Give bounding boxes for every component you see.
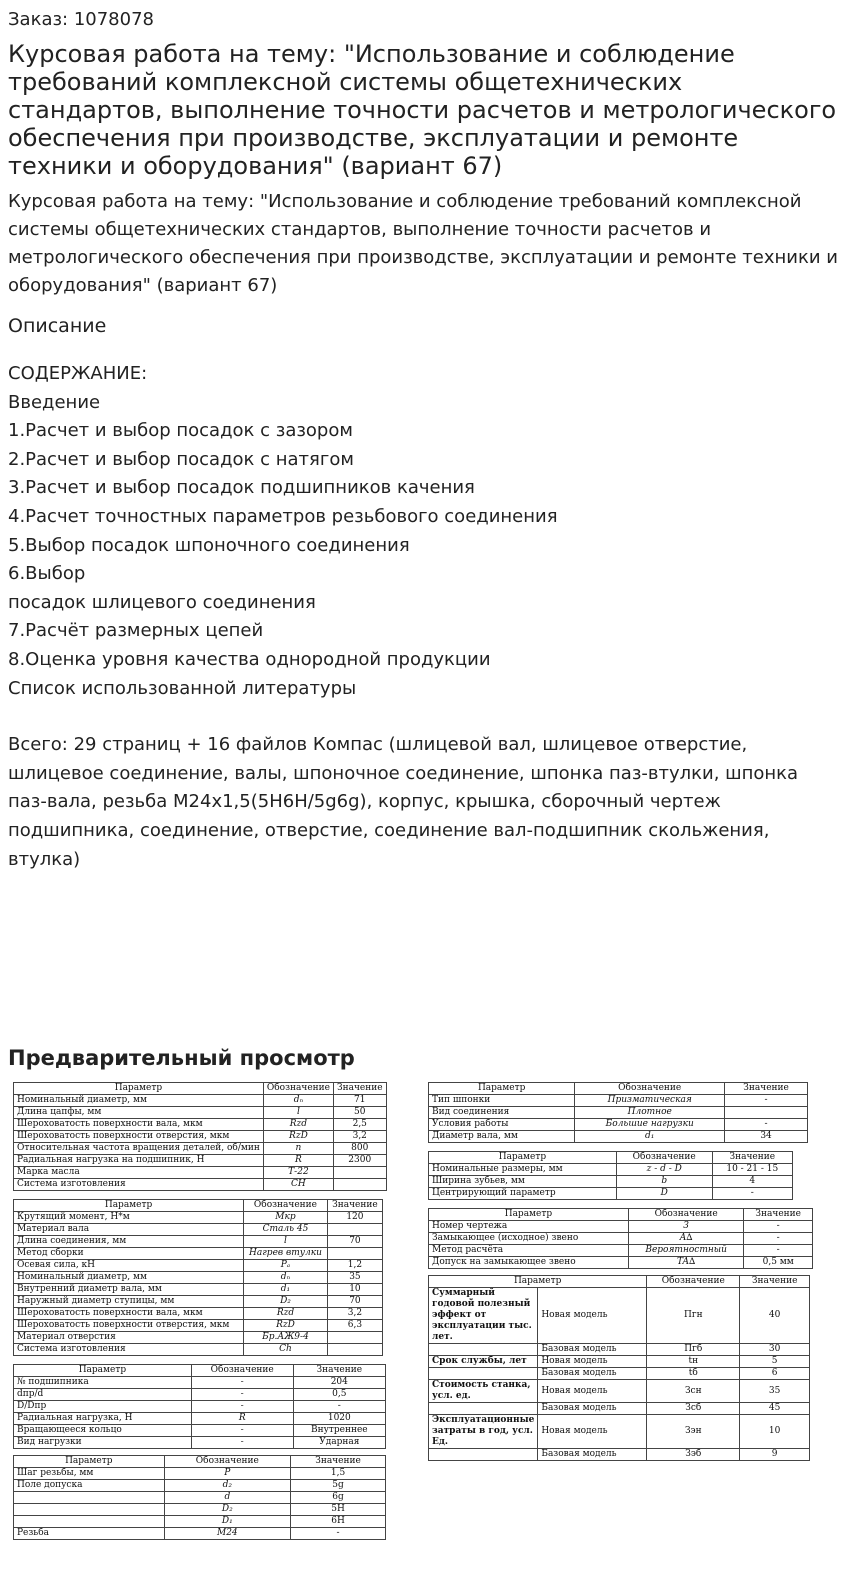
contents-item: Список использованной литературы: [8, 677, 357, 699]
table-header-row: [14, 1200, 383, 1212]
table-cell: 30: [740, 1344, 810, 1356]
table-cell: 9: [740, 1449, 810, 1461]
table-row: [429, 1107, 808, 1119]
table-row: [429, 1131, 808, 1143]
table-cell: [327, 1344, 382, 1356]
table-header-row: [429, 1276, 810, 1288]
table-row: [14, 1296, 383, 1308]
table-header-cell: Обозначение: [191, 1365, 293, 1377]
table-header-cell: Параметр: [14, 1456, 165, 1468]
table-row: [429, 1176, 793, 1188]
table-cell: -: [191, 1401, 293, 1413]
table-cell: [429, 1368, 538, 1380]
table-header-row: [14, 1083, 387, 1095]
table-cell: Тип шпонки: [429, 1095, 575, 1107]
table-header-cell: Параметр: [429, 1152, 617, 1164]
table-cell: Наружный диаметр ступицы, мм: [14, 1296, 244, 1308]
table-cell: Стоимость станка, усл. ед.: [429, 1380, 538, 1403]
table-cell: Призматическая: [575, 1095, 725, 1107]
table-cell: Rzd: [263, 1119, 333, 1131]
table-row: [14, 1425, 386, 1437]
table-cell: n: [263, 1143, 333, 1155]
table-row: [14, 1260, 383, 1272]
table-row: [14, 1143, 387, 1155]
table-row: [14, 1224, 383, 1236]
table-cell: 70: [327, 1296, 382, 1308]
table-cell: Ch: [244, 1344, 328, 1356]
table-cell: 1,2: [327, 1260, 382, 1272]
table-cell: 2,5: [333, 1119, 386, 1131]
table-row: [14, 1131, 387, 1143]
table-cell: [333, 1167, 386, 1179]
table-cell: Крутящий момент, Н*м: [14, 1212, 244, 1224]
contents-item: 5.Выбор посадок шпоночного соединения: [8, 534, 410, 556]
table-cell: 70: [327, 1236, 382, 1248]
table-row: [14, 1119, 387, 1131]
table-cell: Замыкающее (исходное) звено: [429, 1233, 629, 1245]
table-row: [429, 1233, 813, 1245]
order-number: Заказ: 1078078: [8, 9, 154, 30]
table-cell: Базовая модель: [538, 1449, 647, 1461]
table-cell: Номинальный диаметр, мм: [14, 1272, 244, 1284]
table-row: [14, 1212, 383, 1224]
table-cell: dₙ: [244, 1272, 328, 1284]
table-row: [429, 1403, 810, 1415]
contents-item: 1.Расчет и выбор посадок с зазором: [8, 420, 353, 442]
table-cell: D: [616, 1188, 712, 1200]
table-cell: A∆: [628, 1233, 744, 1245]
table-cell: Бр.АЖ9-4: [244, 1332, 328, 1344]
table-header-row: [429, 1152, 793, 1164]
table-header-cell: Параметр: [429, 1209, 629, 1221]
table-cell: z - d - D: [616, 1164, 712, 1176]
table-row: [14, 1248, 383, 1260]
table-cell: Базовая модель: [538, 1344, 647, 1356]
table-header-cell: Обозначение: [164, 1456, 291, 1468]
preview-table-key: [428, 1082, 808, 1143]
table-cell: 3,2: [327, 1308, 382, 1320]
table-cell: 45: [740, 1403, 810, 1415]
table-cell: Метод сборки: [14, 1248, 244, 1260]
preview-table-dimension-chain: [428, 1208, 813, 1269]
table-row: [429, 1368, 810, 1380]
table-header-cell: Обозначение: [263, 1083, 333, 1095]
table-cell: -: [191, 1437, 293, 1449]
table-header-cell: Значение: [740, 1276, 810, 1288]
table-cell: [327, 1224, 382, 1236]
table-cell: Внутренний диаметр вала, мм: [14, 1284, 244, 1296]
table-cell: Поле допуска: [14, 1480, 165, 1492]
table-header-cell: Значение: [327, 1200, 382, 1212]
table-header-cell: Обозначение: [575, 1083, 725, 1095]
table-cell: 3,2: [333, 1131, 386, 1143]
table-cell: 0,5 мм: [744, 1257, 813, 1269]
table-row: [14, 1284, 383, 1296]
table-cell: tб: [647, 1368, 740, 1380]
table-cell: 50: [333, 1107, 386, 1119]
table-cell: Новая модель: [538, 1356, 647, 1368]
table-cell: [429, 1403, 538, 1415]
contents-list: [8, 389, 839, 704]
table-cell: Длина цапфы, мм: [14, 1107, 264, 1119]
table-header-row: [14, 1365, 386, 1377]
table-cell: -: [291, 1528, 386, 1540]
table-header-cell: Обозначение: [244, 1200, 328, 1212]
table-cell: 5H: [291, 1504, 386, 1516]
table-header-cell: Значение: [712, 1152, 792, 1164]
table-cell: Зэн: [647, 1415, 740, 1449]
table-header-cell: Параметр: [14, 1365, 192, 1377]
table-row: [429, 1380, 810, 1403]
table-cell: Материал вала: [14, 1224, 244, 1236]
table-row: [14, 1401, 386, 1413]
preview-table-interference-fit: [13, 1199, 383, 1356]
preview-table-quality: [428, 1275, 810, 1461]
table-cell: l: [244, 1236, 328, 1248]
table-row: [14, 1389, 386, 1401]
table-cell: -: [293, 1401, 385, 1413]
table-cell: -: [712, 1188, 792, 1200]
table-cell: Центрирующий параметр: [429, 1188, 617, 1200]
table-cell: Эксплуатационные затраты в год, усл. Ед.: [429, 1415, 538, 1449]
table-cell: Шероховатость поверхности отверстия, мкм: [14, 1320, 244, 1332]
table-cell: Зэб: [647, 1449, 740, 1461]
table-cell: Срок службы, лет: [429, 1356, 538, 1368]
table-cell: № подшипника: [14, 1377, 192, 1389]
table-cell: Базовая модель: [538, 1403, 647, 1415]
table-cell: 6g: [291, 1492, 386, 1504]
table-row: [14, 1480, 386, 1492]
table-cell: 1,5: [291, 1468, 386, 1480]
table-cell: R: [191, 1413, 293, 1425]
table-cell: Относительная частота вращения деталей, об/мин: [14, 1143, 264, 1155]
table-header-cell: Обозначение: [616, 1152, 712, 1164]
table-cell: Rzd: [244, 1308, 328, 1320]
table-cell: 4: [712, 1176, 792, 1188]
table-cell: Метод расчёта: [429, 1245, 629, 1257]
table-cell: Длина соединения, мм: [14, 1236, 244, 1248]
table-cell: Номинальный диаметр, мм: [14, 1095, 264, 1107]
table-cell: 40: [740, 1288, 810, 1344]
table-row: [429, 1188, 793, 1200]
table-cell: Ширина зубьев, мм: [429, 1176, 617, 1188]
table-row: [14, 1179, 387, 1191]
table-row: [429, 1356, 810, 1368]
table-cell: 35: [327, 1272, 382, 1284]
total-summary: Всего: 29 страниц + 16 файлов Компас (шлицевой вал, шлицевое отверстие, шлицевое соединение, валы, шпоночное соединение, шпонка паз-втулки, шпонка паз-вала, резьба М24х1,5(5Н6Н/5g6g), корпус, крышка, сборочный чертеж подшипника, соединение, отверстие, соединение вал-подшипник скольжения, втулка): [8, 734, 799, 870]
table-cell: [14, 1504, 165, 1516]
table-cell: Т-22: [263, 1167, 333, 1179]
table-cell: [429, 1449, 538, 1461]
table-cell: [725, 1107, 808, 1119]
table-cell: Номер чертежа: [429, 1221, 629, 1233]
table-cell: 34: [725, 1131, 808, 1143]
table-cell: 35: [740, 1380, 810, 1403]
table-cell: Новая модель: [538, 1415, 647, 1449]
contents-item: Введение: [8, 391, 101, 413]
table-header-row: [14, 1456, 386, 1468]
table-cell: R: [263, 1155, 333, 1167]
table-cell: D₂: [164, 1504, 291, 1516]
table-cell: b: [616, 1176, 712, 1188]
table-header-cell: Параметр: [14, 1200, 244, 1212]
contents-item: 3.Расчет и выбор посадок подшипников качения: [8, 477, 475, 499]
contents-heading: СОДЕРЖАНИЕ:: [8, 363, 148, 384]
table-cell: Пгн: [647, 1288, 740, 1344]
table-cell: Зсн: [647, 1380, 740, 1403]
contents-item: 4.Расчет точностных параметров резьбового соединения: [8, 505, 558, 527]
table-cell: M24: [164, 1528, 291, 1540]
table-header-cell: Значение: [293, 1365, 385, 1377]
table-cell: -: [191, 1425, 293, 1437]
table-cell: tн: [647, 1356, 740, 1368]
table-cell: RzD: [244, 1320, 328, 1332]
table-row: [429, 1344, 810, 1356]
table-cell: [327, 1248, 382, 1260]
table-cell: d₁: [244, 1284, 328, 1296]
table-row: [14, 1468, 386, 1480]
table-cell: 1020: [293, 1413, 385, 1425]
table-cell: 800: [333, 1143, 386, 1155]
table-cell: 0,5: [293, 1389, 385, 1401]
table-cell: Вид нагрузки: [14, 1437, 192, 1449]
table-cell: 6H: [291, 1516, 386, 1528]
table-row: [429, 1245, 813, 1257]
table-cell: СН: [263, 1179, 333, 1191]
table-row: [14, 1155, 387, 1167]
table-row: [14, 1320, 383, 1332]
table-cell: Вращающееся кольцо: [14, 1425, 192, 1437]
table-row: [14, 1332, 383, 1344]
table-row: [14, 1344, 383, 1356]
preview-table-clearance-fit: [13, 1082, 387, 1191]
section-heading-description: Описание: [8, 315, 107, 337]
table-cell: 3: [628, 1221, 744, 1233]
table-cell: 2300: [333, 1155, 386, 1167]
preview-left-column: [13, 1082, 387, 1540]
table-cell: Радиальная нагрузка на подшипник, Н: [14, 1155, 264, 1167]
table-cell: -: [744, 1245, 813, 1257]
table-header-cell: Значение: [291, 1456, 386, 1468]
contents-item: 7.Расчёт размерных цепей: [8, 620, 264, 642]
preview-heading: Предварительный просмотр: [8, 1046, 355, 1070]
table-cell: Марка масла: [14, 1167, 264, 1179]
table-row: [429, 1221, 813, 1233]
table-cell: d₁: [575, 1131, 725, 1143]
table-row: [14, 1528, 386, 1540]
table-cell: 120: [327, 1212, 382, 1224]
table-cell: RzD: [263, 1131, 333, 1143]
table-cell: Вероятностный: [628, 1245, 744, 1257]
table-cell: Пгб: [647, 1344, 740, 1356]
table-cell: Суммарный годовой полезный эффект от эксплуатации тыс. лет.: [429, 1288, 538, 1344]
table-row: [429, 1415, 810, 1449]
table-cell: 10: [327, 1284, 382, 1296]
table-cell: 10: [740, 1415, 810, 1449]
lead-paragraph: Курсовая работа на тему: "Использование и соблюдение требований комплексной системы общетехнических стандартов, выполнение точности расчетов и метрологического обеспечения при производстве, эксплуатации и ремонте техники и оборудования" (вариант 67): [8, 191, 838, 296]
table-cell: Нагрев втулки: [244, 1248, 328, 1260]
table-cell: D₂: [244, 1296, 328, 1308]
table-cell: Номинальные размеры, мм: [429, 1164, 617, 1176]
table-cell: d₂: [164, 1480, 291, 1492]
table-cell: [14, 1516, 165, 1528]
table-cell: Mкр: [244, 1212, 328, 1224]
table-row: [429, 1119, 808, 1131]
table-cell: Шероховатость поверхности отверстия, мкм: [14, 1131, 264, 1143]
table-cell: [327, 1332, 382, 1344]
table-row: [429, 1288, 810, 1344]
table-cell: Система изготовления: [14, 1179, 264, 1191]
table-row: [14, 1308, 383, 1320]
table-header-cell: Параметр: [14, 1083, 264, 1095]
table-cell: Большие нагрузки: [575, 1119, 725, 1131]
table-row: [429, 1164, 793, 1176]
table-row: [14, 1413, 386, 1425]
table-cell: Новая модель: [538, 1288, 647, 1344]
preview-table-bearing: [13, 1364, 386, 1449]
table-row: [14, 1437, 386, 1449]
table-cell: d: [164, 1492, 291, 1504]
table-cell: 204: [293, 1377, 385, 1389]
table-header-cell: Параметр: [429, 1276, 647, 1288]
table-row: [429, 1095, 808, 1107]
table-cell: Диаметр вала, мм: [429, 1131, 575, 1143]
table-cell: -: [744, 1233, 813, 1245]
table-cell: 71: [333, 1095, 386, 1107]
table-header-row: [429, 1083, 808, 1095]
table-cell: dпр/d: [14, 1389, 192, 1401]
table-cell: Допуск на замыкающее звено: [429, 1257, 629, 1269]
table-cell: Шероховатость поверхности вала, мкм: [14, 1119, 264, 1131]
table-cell: Новая модель: [538, 1380, 647, 1403]
preview-area: [8, 1082, 838, 1582]
table-header-cell: Значение: [744, 1209, 813, 1221]
table-row: [14, 1377, 386, 1389]
table-header-cell: Параметр: [429, 1083, 575, 1095]
table-cell: 5g: [291, 1480, 386, 1492]
table-cell: Система изготовления: [14, 1344, 244, 1356]
table-cell: -: [725, 1119, 808, 1131]
table-cell: -: [725, 1095, 808, 1107]
table-cell: D/Dпр: [14, 1401, 192, 1413]
table-header-cell: Обозначение: [647, 1276, 740, 1288]
table-header-cell: Значение: [725, 1083, 808, 1095]
table-cell: dₙ: [263, 1095, 333, 1107]
table-cell: 10 - 21 - 15: [712, 1164, 792, 1176]
table-row: [429, 1449, 810, 1461]
table-cell: Вид соединения: [429, 1107, 575, 1119]
table-row: [14, 1272, 383, 1284]
contents-item: 6.Выбор: [8, 563, 86, 585]
table-header-cell: Обозначение: [628, 1209, 744, 1221]
table-header-cell: Значение: [333, 1083, 386, 1095]
table-cell: Базовая модель: [538, 1368, 647, 1380]
contents-item: посадок шлицевого соединения: [8, 591, 316, 613]
table-cell: l: [263, 1107, 333, 1119]
table-cell: Материал отверстия: [14, 1332, 244, 1344]
table-cell: Зсб: [647, 1403, 740, 1415]
table-row: [14, 1504, 386, 1516]
table-cell: -: [191, 1389, 293, 1401]
table-cell: Сталь 45: [244, 1224, 328, 1236]
preview-table-spline: [428, 1151, 793, 1200]
table-row: [14, 1236, 383, 1248]
table-cell: Плотное: [575, 1107, 725, 1119]
table-cell: Радиальная нагрузка, Н: [14, 1413, 192, 1425]
table-cell: Ударная: [293, 1437, 385, 1449]
contents-item: 8.Оценка уровня качества однородной продукции: [8, 648, 491, 670]
table-cell: 6,3: [327, 1320, 382, 1332]
table-cell: Pₐ: [244, 1260, 328, 1272]
page-title: Курсовая работа на тему: "Использование и соблюдение требований комплексной системы общетехнических стандартов, выполнение точности расчетов и метрологического обеспечения при производстве, эксплуатации и ремонте техники и оборудования" (вариант 67): [8, 40, 837, 180]
table-cell: -: [191, 1377, 293, 1389]
table-row: [14, 1492, 386, 1504]
table-cell: Шероховатость поверхности вала, мкм: [14, 1308, 244, 1320]
table-cell: -: [744, 1221, 813, 1233]
table-cell: [333, 1179, 386, 1191]
preview-right-column: [428, 1082, 813, 1461]
table-row: [14, 1516, 386, 1528]
table-cell: Условия работы: [429, 1119, 575, 1131]
table-cell: Резьба: [14, 1528, 165, 1540]
table-cell: TA∆: [628, 1257, 744, 1269]
table-cell: [429, 1344, 538, 1356]
table-cell: 6: [740, 1368, 810, 1380]
preview-table-thread: [13, 1455, 386, 1540]
table-header-row: [429, 1209, 813, 1221]
table-cell: Внутреннее: [293, 1425, 385, 1437]
table-cell: Шаг резьбы, мм: [14, 1468, 165, 1480]
table-cell: Осевая сила, кН: [14, 1260, 244, 1272]
table-row: [14, 1107, 387, 1119]
table-cell: [14, 1492, 165, 1504]
table-cell: 5: [740, 1356, 810, 1368]
table-cell: D₁: [164, 1516, 291, 1528]
table-row: [429, 1257, 813, 1269]
contents-item: 2.Расчет и выбор посадок с натягом: [8, 448, 354, 470]
table-row: [14, 1167, 387, 1179]
table-row: [14, 1095, 387, 1107]
table-cell: P: [164, 1468, 291, 1480]
